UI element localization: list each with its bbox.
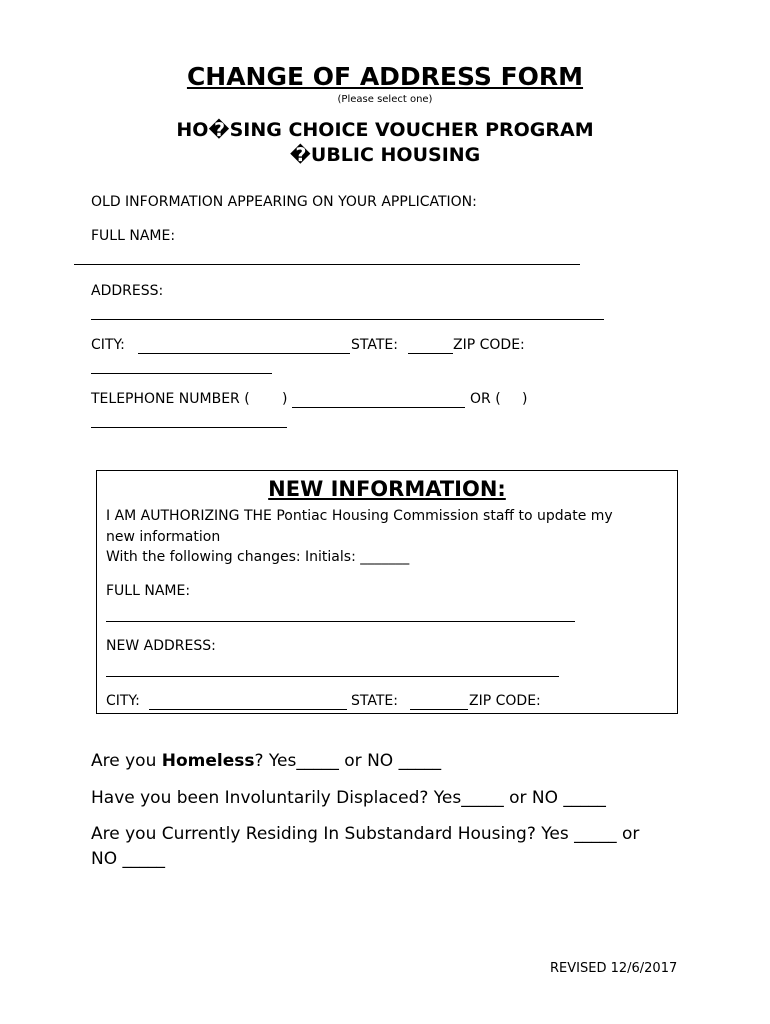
substandard-question-line-1: Are you Currently Residing In Substandard Housing? Yes _____ or: [91, 824, 640, 844]
new-full-name-label: FULL NAME:: [106, 583, 191, 599]
old-zip-label: ZIP CODE:: [453, 337, 525, 353]
new-full-name-line[interactable]: [106, 621, 575, 622]
homeless-bold: Homeless: [161, 751, 255, 771]
old-info-heading: OLD INFORMATION APPEARING ON YOUR APPLICATION:: [91, 194, 477, 210]
substandard-question-line-2: NO _____: [91, 849, 166, 869]
old-address-label: ADDRESS:: [91, 283, 164, 299]
new-address-line[interactable]: [106, 676, 559, 677]
new-info-heading: NEW INFORMATION:: [268, 477, 506, 501]
old-alt-telephone-line[interactable]: [91, 427, 287, 428]
new-information-box: [96, 470, 678, 714]
program-option-public-housing[interactable]: �UBLIC HOUSING: [289, 144, 481, 166]
displaced-question: Have you been Involuntarily Displaced? Yes_____ or NO _____: [91, 788, 606, 808]
old-city-line[interactable]: [138, 353, 350, 354]
homeless-suffix: ? Yes_____ or NO _____: [254, 751, 442, 771]
new-state-line[interactable]: [410, 709, 468, 710]
new-state-label: STATE:: [351, 693, 398, 709]
old-full-name-label: FULL NAME:: [91, 228, 176, 244]
old-telephone-label: TELEPHONE NUMBER (: [91, 391, 250, 407]
old-address-line[interactable]: [91, 319, 604, 320]
old-zip-line[interactable]: [91, 373, 272, 374]
homeless-question: [91, 751, 441, 771]
new-city-line[interactable]: [149, 709, 347, 710]
program-option-hcv[interactable]: HO�SING CHOICE VOUCHER PROGRAM: [176, 119, 594, 141]
old-telephone-close: ): [282, 391, 288, 407]
revised-date: REVISED 12/6/2017: [550, 961, 678, 976]
old-full-name-line[interactable]: [74, 264, 580, 265]
new-city-label: CITY:: [106, 693, 140, 709]
initials-line: With the following changes: Initials: _______: [106, 549, 410, 565]
authorize-text-line-2: new information: [106, 529, 221, 545]
old-state-label: STATE:: [351, 337, 398, 353]
homeless-prefix: Are you: [91, 751, 162, 771]
old-telephone-line[interactable]: [292, 407, 465, 408]
new-zip-label: ZIP CODE:: [469, 693, 541, 709]
old-or-label: OR (: [470, 391, 501, 407]
old-city-label: CITY:: [91, 337, 125, 353]
old-or-close: ): [522, 391, 528, 407]
form-title: CHANGE OF ADDRESS FORM: [186, 62, 584, 91]
new-address-label: NEW ADDRESS:: [106, 638, 216, 654]
old-state-line[interactable]: [408, 353, 453, 354]
authorize-text-line-1: I AM AUTHORIZING THE Pontiac Housing Commission staff to update my: [106, 508, 613, 524]
form-subtitle: (Please select one): [337, 94, 433, 105]
